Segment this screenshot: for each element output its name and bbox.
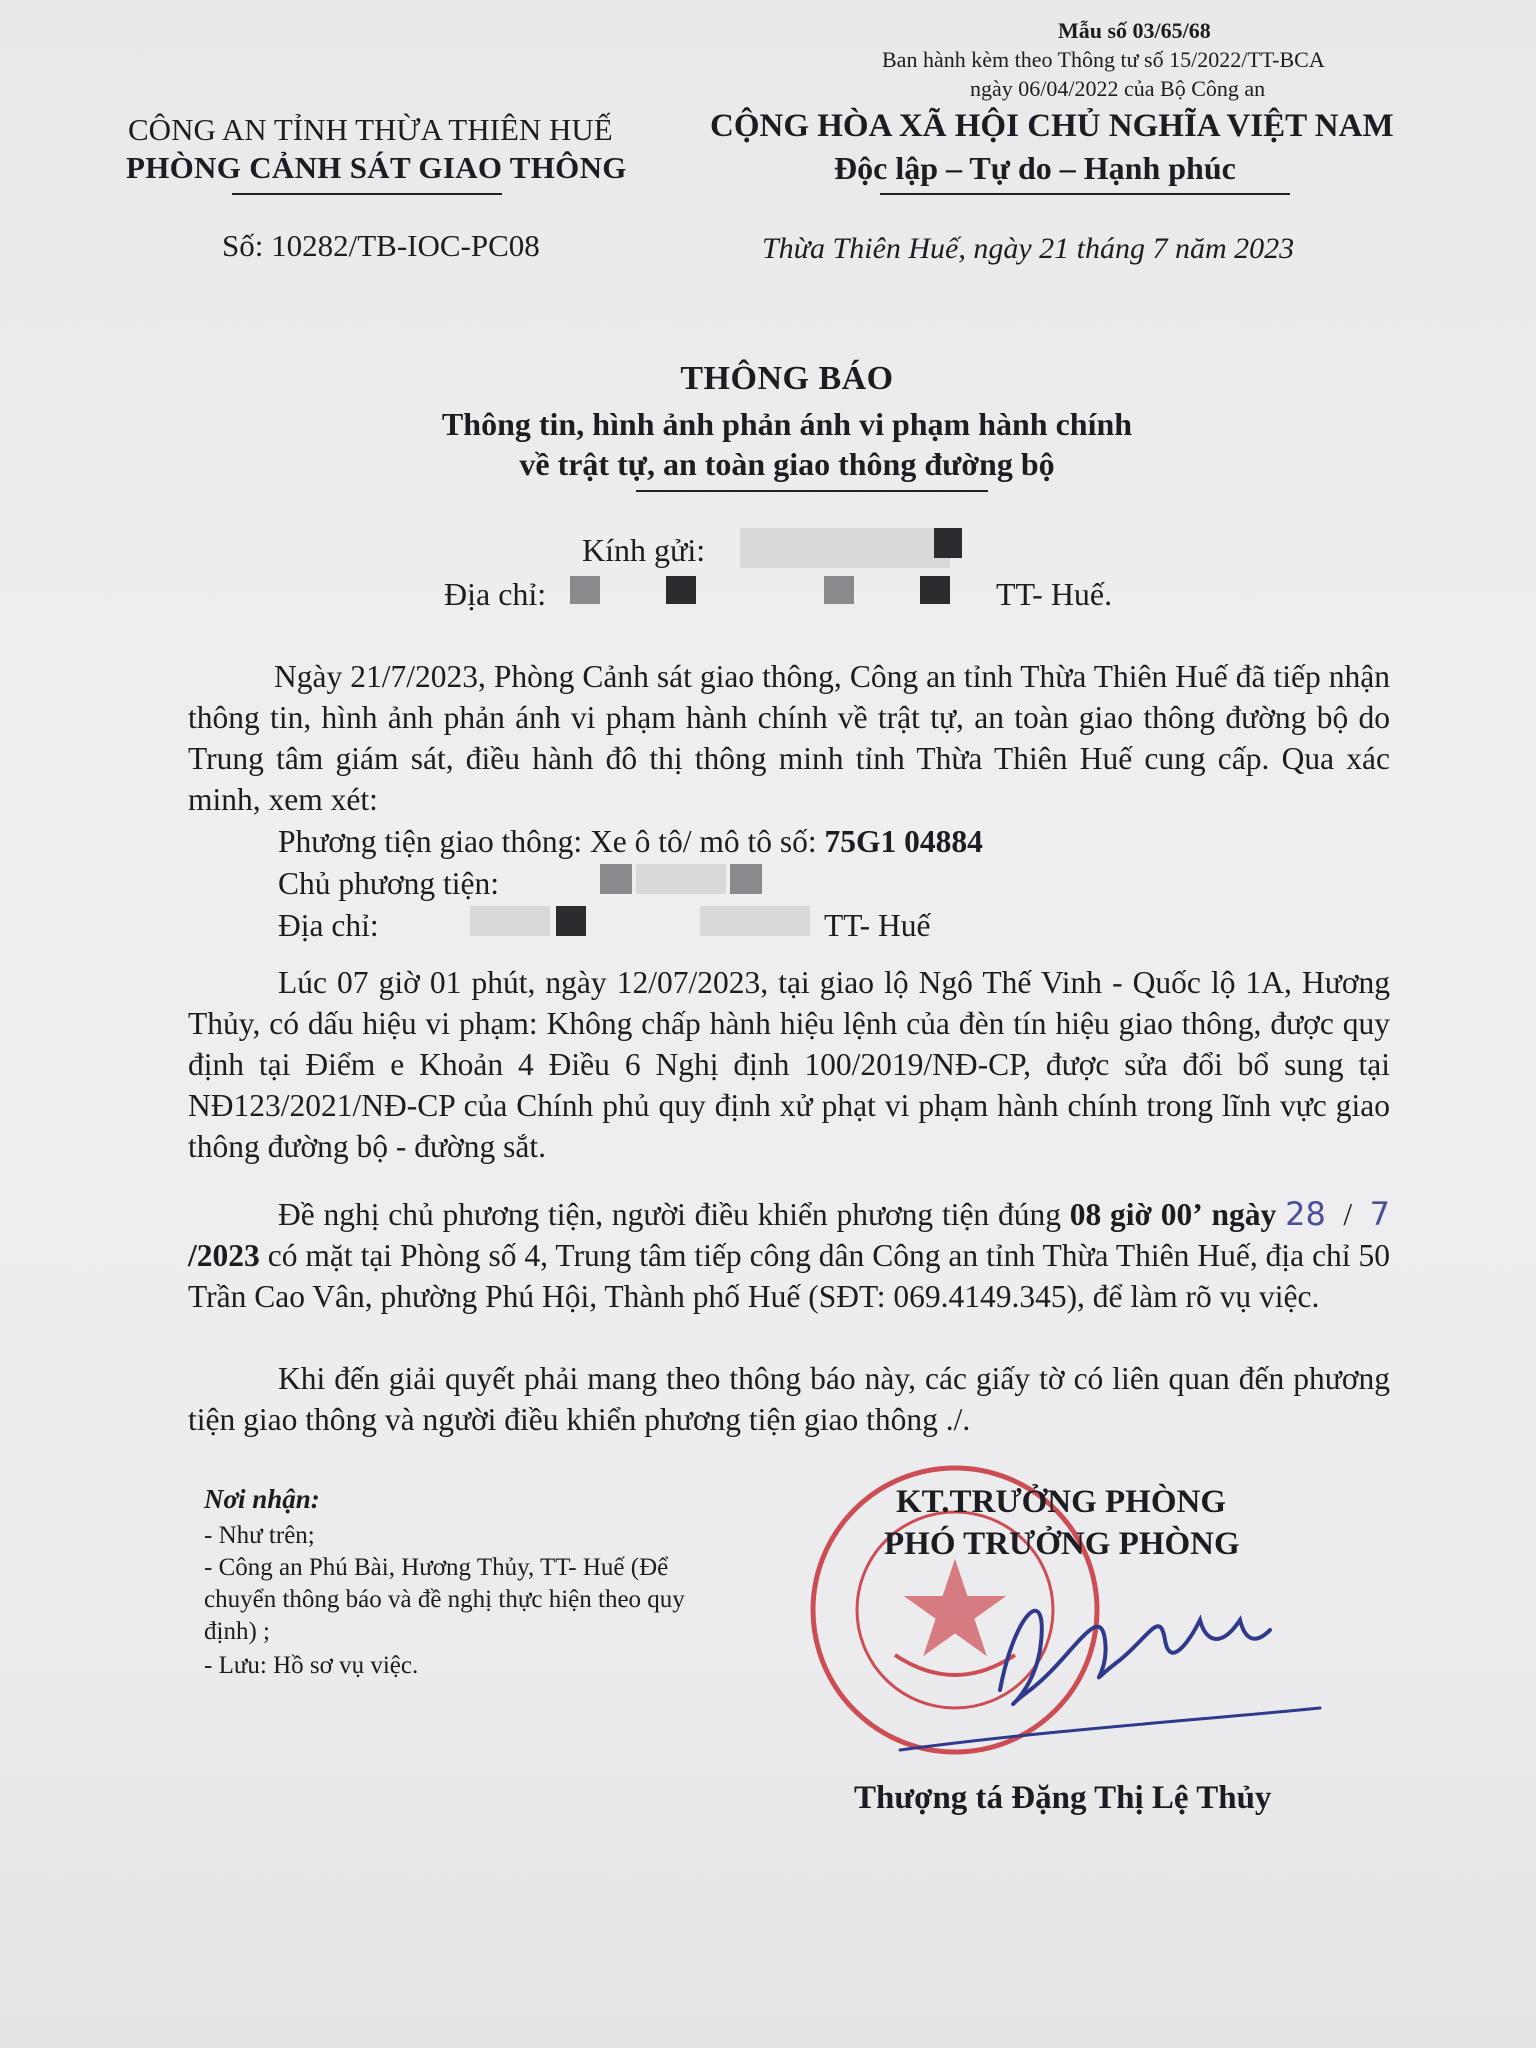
paragraph-intro-text: Ngày 21/7/2023, Phòng Cảnh sát giao thông, Công an tỉnh Thừa Thiên Huế đã tiếp nhận thông tin, hình ảnh phản ánh vi phạm hành chính về trật tự, an toàn giao thông đường bộ do Trung tâm giám sát, điều hành đô thị thông minh tỉnh Thừa Thiên Huế cung cấp. Qua xác minh, xem xét: (188, 659, 1390, 817)
owner-address-tail: TT- Huế (824, 908, 931, 943)
owner-address-label: Địa chỉ: (278, 908, 379, 943)
form-issued-by: Ban hành kèm theo Thông tư số 15/2022/TT-BCA (882, 47, 1325, 72)
redaction-block (730, 864, 762, 894)
redaction-block (470, 906, 550, 936)
agency-parent: CÔNG AN TỈNH THỪA THIÊN HUẾ (128, 112, 613, 147)
paragraph-request (188, 1194, 1390, 1317)
motto: Độc lập – Tự do – Hạnh phúc (834, 150, 1236, 186)
redaction-block (700, 906, 810, 936)
redaction-block (824, 576, 854, 604)
address-label: Địa chỉ: (444, 576, 547, 612)
handwritten-month: 7 (1369, 1195, 1391, 1233)
request-rest: có mặt tại Phòng số 4, Trung tâm tiếp công dân Công an tỉnh Thừa Thiên Huế, địa chỉ 50 Trần Cao Vân, phường Phú Hội, Thành phố Huế (SĐT: 069.4149.345), để làm rõ vụ việc. (188, 1238, 1390, 1314)
redaction-block (600, 864, 632, 894)
place-date: Thừa Thiên Huế, ngày 21 tháng 7 năm 2023 (762, 232, 1295, 265)
redaction-block (920, 576, 950, 604)
redaction-block (934, 528, 962, 558)
request-day-label: ngày (1211, 1197, 1277, 1232)
redaction-block (556, 906, 586, 936)
signer-name: Thượng tá Đặng Thị Lệ Thủy (854, 1780, 1272, 1816)
nation-name: CỘNG HÒA XÃ HỘI CHỦ NGHĨA VIỆT NAM (710, 108, 1394, 144)
recipient-item: - Công an Phú Bài, Hương Thủy, TT- Huế (Để (204, 1554, 669, 1581)
recipient-item: chuyển thông báo và đề nghị thực hiện theo quy (204, 1586, 685, 1613)
form-number: Mẫu số 03/65/68 (1058, 18, 1211, 43)
vehicle-plate: 75G1 04884 (824, 824, 983, 859)
signature-title-line2: PHÓ TRƯỞNG PHÒNG (884, 1526, 1240, 1562)
request-time: 08 giờ 00’ (1069, 1197, 1203, 1232)
document-subtitle-line1: Thông tin, hình ảnh phản ánh vi phạm hành chính (441, 406, 1133, 442)
subtitle-underline (636, 490, 988, 492)
redaction-block (570, 576, 600, 604)
redacted-recipient-name (740, 528, 950, 568)
redaction-block (636, 864, 726, 894)
recipient-item: - Lưu: Hồ sơ vụ việc. (204, 1652, 419, 1679)
redaction-block (666, 576, 696, 604)
motto-underline (880, 193, 1290, 195)
paragraph-closing-text: Khi đến giải quyết phải mang theo thông báo này, các giấy tờ có liên quan đến phương tiện giao thông và người điều khiển phương tiện giao thông ./. (188, 1361, 1390, 1437)
address-tail: TT- Huế. (996, 576, 1113, 612)
document-number: Số: 10282/TB-IOC-PC08 (222, 228, 540, 263)
paragraph-intro (188, 656, 1390, 820)
recipients-title: Nơi nhận: (204, 1484, 320, 1514)
agency-name: PHÒNG CẢNH SÁT GIAO THÔNG (126, 150, 627, 185)
paragraph-violation (188, 962, 1390, 1167)
vehicle-line (278, 824, 983, 860)
request-year: /2023 (188, 1238, 260, 1273)
document-subtitle-line2: về trật tự, an toàn giao thông đường bộ (519, 446, 1055, 482)
paragraph-violation-text: Lúc 07 giờ 01 phút, ngày 12/07/2023, tại giao lộ Ngô Thế Vinh - Quốc lộ 1A, Hương Thủy, có dấu hiệu vi phạm: Không chấp hành hiệu lệnh của đèn tín hiệu giao thông, được quy định tại Điểm e Khoản 4 Điều 6 Nghị định 100/2019/NĐ-CP, được sửa đổi bổ sung tại NĐ123/2021/NĐ-CP của Chính phủ quy định xử phạt vi phạm hành chính trong lĩnh vực giao thông đường bộ - đường sắt. (188, 965, 1390, 1164)
recipient-item: định) ; (204, 1618, 270, 1645)
recipient-label: Kính gửi: (582, 532, 706, 568)
document-title: THÔNG BÁO (680, 360, 894, 397)
request-start: Đề nghị chủ phương tiện, người điều khiển phương tiện đúng (278, 1197, 1061, 1232)
recipient-item: - Như trên; (204, 1522, 315, 1549)
paragraph-closing (188, 1358, 1390, 1440)
paragraph-request-text: Đề nghị chủ phương tiện, người điều khiển phương tiện đúng 08 giờ 00’ ngày 28 / 7 /2023 có mặt tại Phòng số 4, Trung tâm tiếp công dân Công an tỉnh Thừa Thiên Huế, địa chỉ 50 Trần Cao Vân, phường Phú Hội, Thành phố Huế (SĐT: 069.4149.345), để làm rõ vụ việc. (188, 1195, 1391, 1314)
owner-label: Chủ phương tiện: (278, 866, 499, 901)
signature-title-line1: KT.TRƯỞNG PHÒNG (896, 1484, 1226, 1520)
agency-underline (232, 193, 502, 195)
form-issued-date: ngày 06/04/2022 của Bộ Công an (970, 76, 1266, 101)
handwritten-day: 28 (1285, 1195, 1326, 1233)
vehicle-label: Phương tiện giao thông: Xe ô tô/ mô tô số: (278, 824, 817, 859)
